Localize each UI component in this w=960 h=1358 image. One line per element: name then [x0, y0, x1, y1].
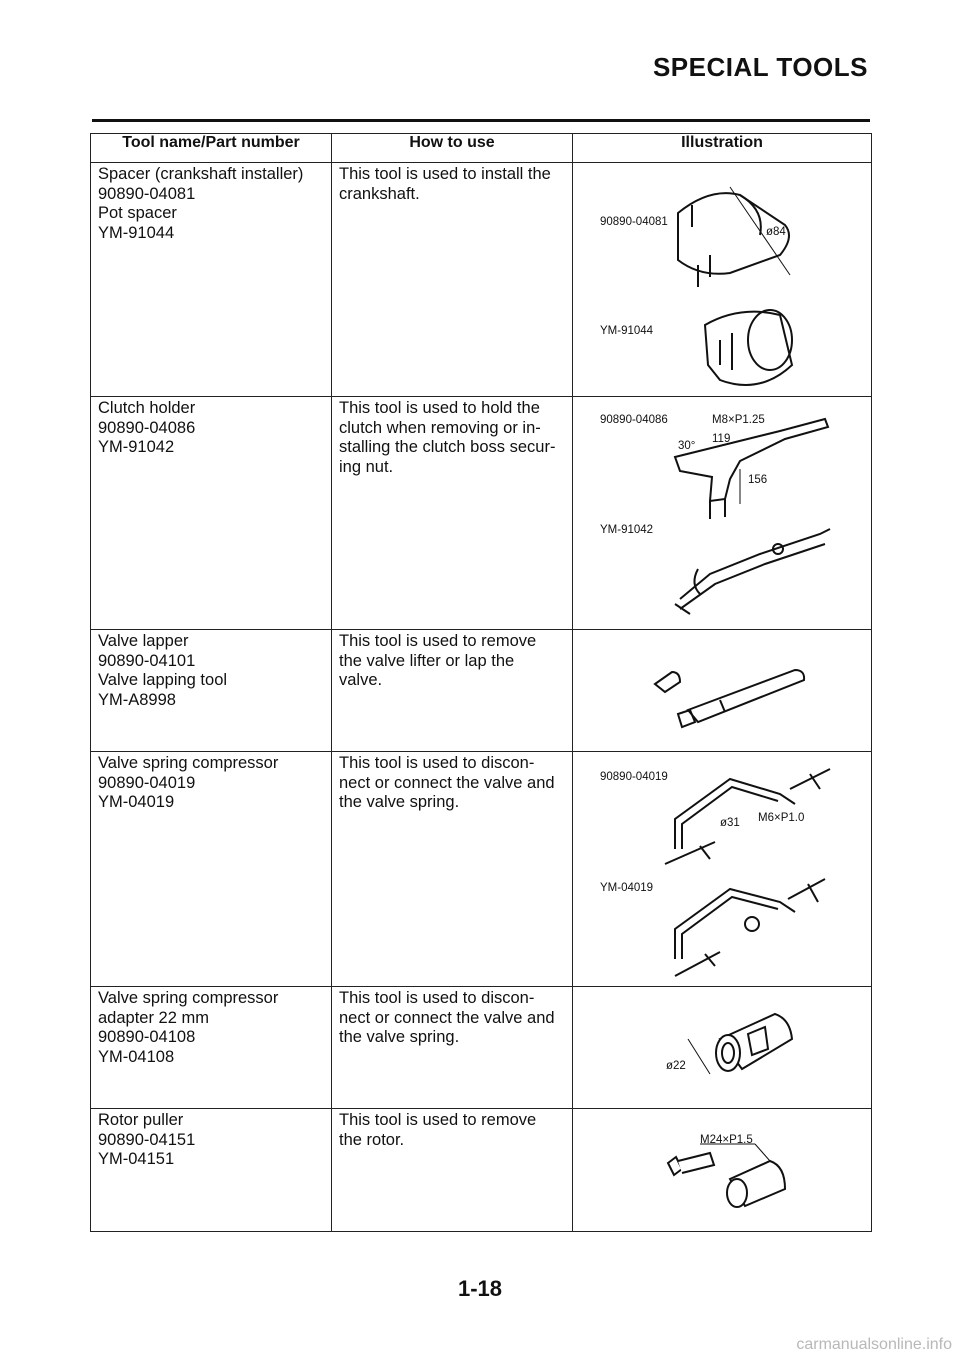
usage-line: clutch when removing or in-: [339, 418, 541, 437]
tool-name-line: Pot spacer: [98, 204, 177, 222]
usage-line: valve.: [339, 671, 383, 689]
illustration-cell: [573, 752, 872, 987]
part-number-label: 90890-04081: [600, 216, 668, 228]
rotor-puller-illustration: [580, 1111, 878, 1229]
table-row: [91, 987, 872, 1109]
dimension-label: ø84: [766, 226, 786, 238]
how-to-use-cell: [332, 163, 573, 397]
illustration-cell: [573, 163, 872, 397]
dimension-label: 156: [748, 474, 768, 486]
part-number-label: YM-04019: [600, 882, 654, 894]
illustration-cell: [573, 1109, 872, 1232]
table-row: [91, 397, 872, 630]
how-to-use-cell: [332, 987, 573, 1109]
title-rule: [92, 119, 870, 122]
valve-spring-compressor-illustration: [580, 754, 878, 984]
part-number: YM-04108: [98, 1047, 175, 1066]
part-number: YM-91042: [98, 438, 175, 456]
how-to-use-cell: [332, 397, 573, 630]
usage-line: This tool is used to discon-: [339, 989, 535, 1007]
usage-line: crankshaft.: [339, 184, 420, 203]
table-row: [91, 630, 872, 752]
how-to-use-cell: [332, 1109, 573, 1232]
compressor-adapter-illustration: [580, 989, 878, 1106]
tool-name-line: Rotor puller: [98, 1111, 184, 1129]
usage-line: nect or connect the valve and: [339, 1008, 555, 1027]
usage-line: nect or connect the valve and: [339, 773, 555, 792]
how-to-use-cell: [332, 752, 573, 987]
usage-line: the valve spring.: [339, 793, 460, 811]
usage-line: the rotor.: [339, 1130, 405, 1149]
header-how-to-use: How to use: [332, 134, 573, 163]
part-number: 90890-04019: [98, 773, 196, 792]
page-title: SPECIAL TOOLS: [652, 52, 868, 82]
table-header-row: [91, 134, 872, 163]
part-number-label: YM-91042: [600, 524, 654, 536]
tool-name-line: adapter 22 mm: [98, 1008, 209, 1027]
part-number: 90890-04101: [98, 651, 196, 670]
part-number-label: 90890-04086: [600, 414, 668, 426]
usage-line: This tool is used to remove: [339, 632, 537, 650]
part-number-label: YM-91044: [600, 325, 654, 337]
tool-name-cell: [91, 630, 332, 752]
tool-name-cell: [91, 1109, 332, 1232]
crankshaft-spacer-illustration: [580, 165, 878, 394]
table-row: [91, 163, 872, 397]
watermark: carmanualsonline.info: [796, 1336, 952, 1353]
table-row: [91, 752, 872, 987]
valve-lapper-illustration: [580, 632, 878, 749]
dimension-label: M8×P1.25: [712, 414, 765, 426]
dimension-label: M24×P1.5: [700, 1134, 753, 1146]
tool-name-line: Valve lapper: [98, 632, 189, 650]
part-number: YM-91044: [98, 223, 175, 242]
part-number: YM-04151: [98, 1150, 175, 1168]
angle-label: 30°: [678, 440, 696, 452]
special-tools-table: [90, 133, 872, 1232]
tool-name-line: Clutch holder: [98, 399, 196, 417]
part-number: 90890-04086: [98, 418, 196, 437]
tool-name-cell: [91, 163, 332, 397]
usage-line: This tool is used to remove: [339, 1111, 537, 1129]
how-to-use-cell: [332, 630, 573, 752]
part-number: 90890-04081: [98, 184, 196, 203]
usage-line: the valve spring.: [339, 1028, 460, 1046]
usage-line: stalling the clutch boss secur-: [339, 438, 556, 456]
illustration-cell: [573, 987, 872, 1109]
part-number: 90890-04151: [98, 1130, 196, 1149]
table-row: [91, 1109, 872, 1232]
tool-name-cell: [91, 752, 332, 987]
tool-name-cell: [91, 987, 332, 1109]
illustration-cell: [573, 630, 872, 752]
usage-line: This tool is used to hold the: [339, 399, 540, 417]
dimension-label: ø31: [720, 817, 740, 829]
part-number-label: 90890-04019: [600, 771, 668, 783]
dimension-label: ø22: [666, 1060, 686, 1072]
tool-name-cell: [91, 397, 332, 630]
part-number: 90890-04108: [98, 1028, 196, 1046]
header-illustration: Illustration: [573, 134, 872, 163]
tool-name-line: Valve spring compressor: [98, 754, 279, 772]
usage-line: ing nut.: [339, 457, 394, 476]
page-number: 1-18: [457, 1276, 503, 1301]
usage-line: the valve lifter or lap the: [339, 651, 515, 670]
usage-line: This tool is used to discon-: [339, 754, 535, 772]
header-tool-name: Tool name/Part number: [91, 134, 332, 163]
part-number: YM-A8998: [98, 690, 176, 709]
usage-line: This tool is used to install the: [339, 165, 551, 183]
part-number: YM-04019: [98, 793, 175, 811]
illustration-cell: [573, 397, 872, 630]
tool-name-line: Valve lapping tool: [98, 671, 228, 689]
tool-name-line: Valve spring compressor: [98, 989, 279, 1007]
tool-name-line: Spacer (crankshaft installer): [98, 165, 304, 183]
dimension-label: M6×P1.0: [758, 812, 805, 824]
dimension-label: 119: [712, 433, 731, 445]
